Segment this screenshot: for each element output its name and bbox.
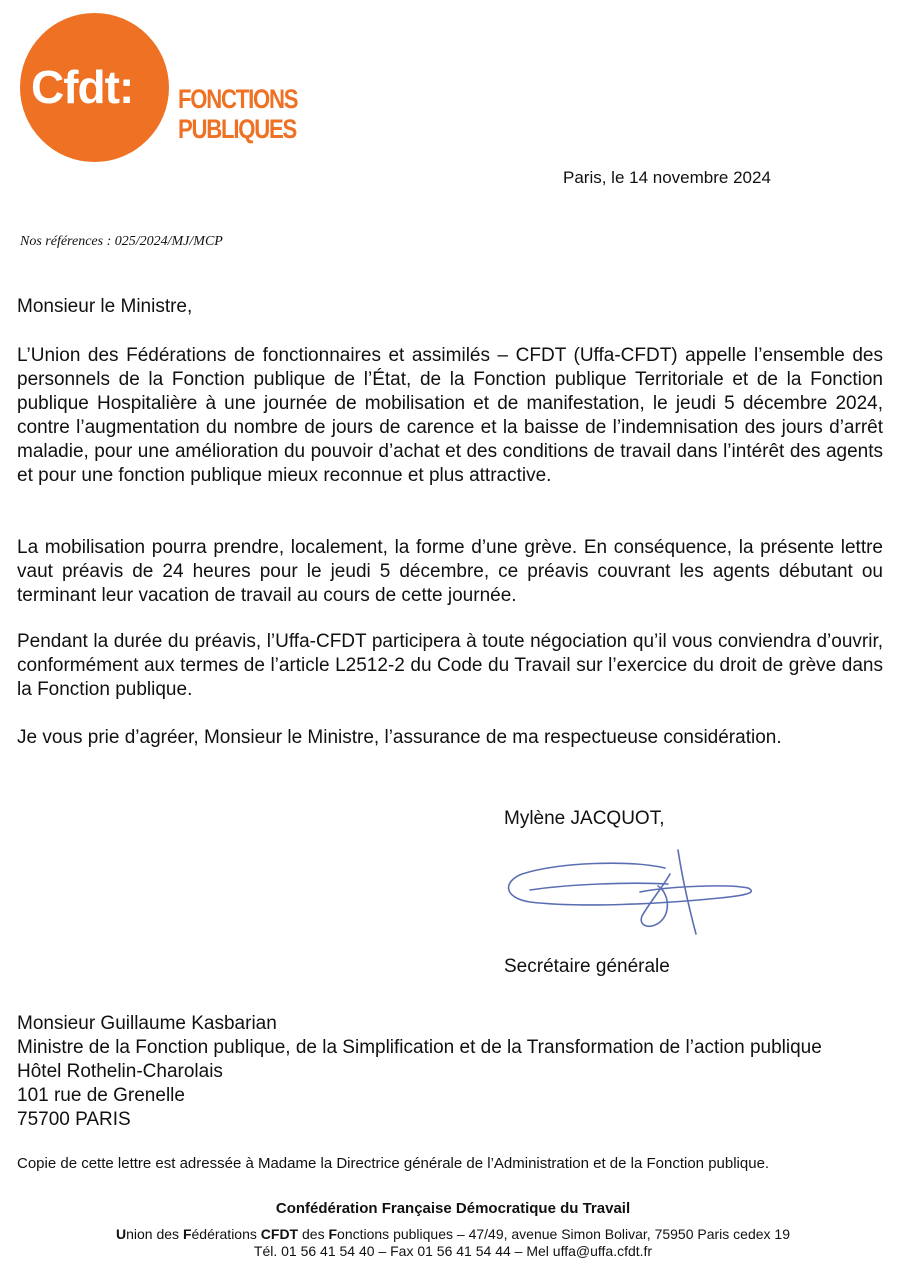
logo-wordmark: Cfdt: bbox=[31, 61, 134, 113]
recipient-street: 101 rue de Grenelle bbox=[17, 1085, 185, 1106]
letter-date: Paris, le 14 novembre 2024 bbox=[563, 168, 771, 187]
footer-organization bbox=[0, 1226, 906, 1243]
salutation: Monsieur le Ministre, bbox=[17, 296, 193, 317]
recipient-name: Monsieur Guillaume Kasbarian bbox=[17, 1013, 277, 1034]
body-paragraph-1: L’Union des Fédérations de fonctionnaires et assimilés – CFDT (Uffa-CFDT) appelle l’ensemble des personnels de la Fonction publique de l’État, de la Fonction publique Territoriale et de la Fonction publique Hospitalière à une journée de mobilisation et de manifestation, le jeudi 5 décembre 2024, contre l’augmentation du nombre de jours de carence et la baisse de l’indemnisation des jours d’arrêt maladie, pour une amélioration du pouvoir d’achat et des conditions de travail dans l’intérêt des agents et pour une fonction publique mieux reconnue et plus attractive. bbox=[17, 345, 883, 486]
letter-references: Nos références : 025/2024/MJ/MCP bbox=[20, 234, 223, 249]
recipient-position: Ministre de la Fonction publique, de la Simplification et de la Transformation de l’action publique bbox=[17, 1037, 822, 1058]
recipient-address bbox=[17, 1012, 822, 1132]
footer-org-cfdt: CFDT bbox=[260, 1226, 299, 1242]
footer-org-text-3: des bbox=[298, 1226, 329, 1242]
footer-confederation: Confédération Française Démocratique du Travail bbox=[275, 1200, 631, 1217]
recipient-building: Hôtel Rothelin-Charolais bbox=[17, 1061, 223, 1082]
footer-org-f2: F bbox=[328, 1226, 338, 1242]
closing-paragraph: Je vous prie d’agréer, Monsieur le Ministre, l’assurance de ma respectueuse considération. bbox=[17, 727, 782, 748]
logo-subtitle-line2: PUBLIQUES bbox=[178, 114, 297, 144]
handwritten-signature bbox=[500, 840, 760, 940]
signatory-title: Secrétaire générale bbox=[504, 956, 670, 977]
body-paragraph-2: La mobilisation pourra prendre, localement, la forme d’une grève. En conséquence, la présente lettre vaut préavis de 24 heures pour le jeudi 5 décembre, ce préavis couvrant les agents débutant ou terminant leur vacation de travail au cours de cette journée. bbox=[17, 537, 883, 606]
footer-org-text-2: édérations bbox=[191, 1226, 261, 1242]
footer-org-text-1: nion des bbox=[126, 1226, 183, 1242]
footer-org-text-4: onctions publiques – 47/49, avenue Simon Bolivar, 75950 Paris cedex 19 bbox=[337, 1226, 791, 1242]
footer-org-u: U bbox=[115, 1226, 127, 1242]
copy-note: Copie de cette lettre est adressée à Madame la Directrice générale de l’Administration et de la Fonction publique. bbox=[17, 1155, 770, 1172]
signatory-name: Mylène JACQUOT, bbox=[504, 808, 665, 829]
body-paragraph-3: Pendant la durée du préavis, l’Uffa-CFDT participera à toute négociation qu’il vous conviendra d’ouvrir, conformément aux termes de l’article L2512-2 du Code du Travail sur l’exercice du droit de grève dans la Fonction publique. bbox=[17, 631, 883, 700]
recipient-city: 75700 PARIS bbox=[17, 1109, 131, 1130]
footer-contact: Tél. 01 56 41 54 40 – Fax 01 56 41 54 44 – Mel uffa@uffa.cfdt.fr bbox=[253, 1243, 653, 1259]
logo-subtitle-line1: FONCTIONS bbox=[178, 84, 298, 114]
footer-org-f1: F bbox=[182, 1226, 192, 1242]
